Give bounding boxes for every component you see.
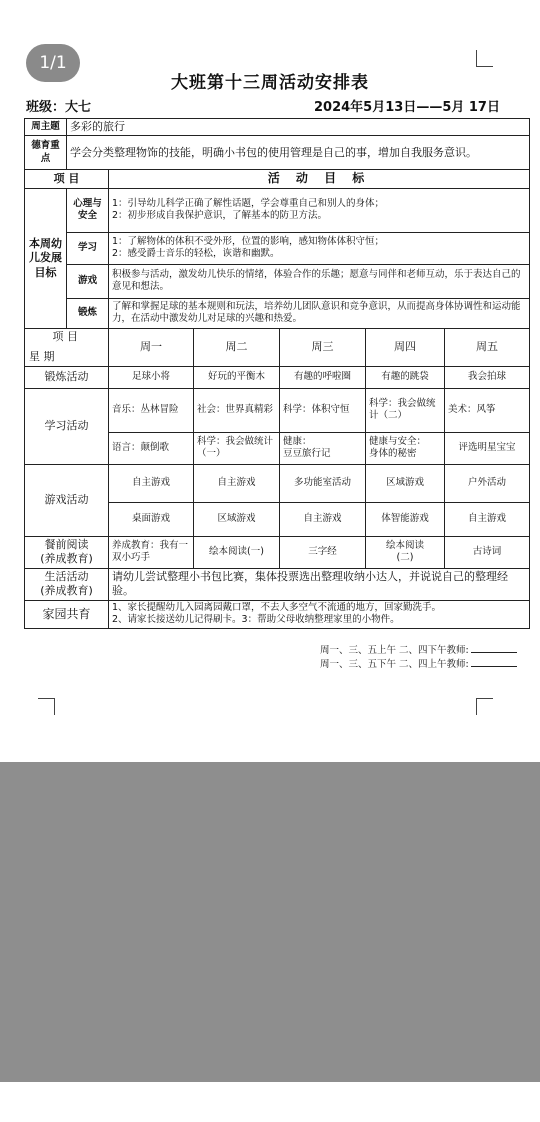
day-header: 周一: [109, 328, 194, 366]
learning-cell: 社会：世界真精彩: [194, 388, 280, 432]
learning-cell: 科学：我会做统计（一）: [194, 432, 280, 464]
reading-cell: 绘本阅读(一): [194, 536, 280, 568]
crop-mark-top-right: [476, 50, 493, 67]
days-header-row: [25, 328, 530, 366]
learning-cell: 音乐：丛林冒险: [109, 388, 194, 432]
exercise-cell: 足球小将: [109, 366, 194, 388]
learning-cell: 科学：体积守恒: [280, 388, 366, 432]
reading-cell: 绘本阅读 (二): [366, 536, 445, 568]
learning-cell: 美术：风筝: [445, 388, 530, 432]
reading-cell: 养成教育：我有一双小巧手: [109, 536, 194, 568]
moral-row: [25, 136, 530, 170]
game-cell: 体智能游戏: [366, 502, 445, 536]
exercise-cell: 有趣的跳袋: [366, 366, 445, 388]
moral-value: 学会分类整理物饰的技能，明确小书包的使用管理是自己的事，增加自我服务意识。: [67, 136, 530, 170]
teacher-line-2-text: 周一、三、五下午 二、四上午教师:: [320, 659, 469, 670]
goal-text: 了解和掌握足球的基本规则和玩法，培养幼儿团队意识和竞争意识，从而提高身体协调性和运动能力，在活动中激发幼儿对足球的兴趣和热爱。: [109, 298, 530, 328]
day-header: 周三: [280, 328, 366, 366]
viewer-background: [0, 762, 540, 1082]
life-row: [25, 568, 530, 600]
date-range: 2024年5月13日——5月 17日: [314, 100, 500, 115]
game-cell: 自主游戏: [445, 502, 530, 536]
corner-top-label: 项 目: [52, 329, 78, 343]
goal-category: 锻炼: [67, 298, 109, 328]
bottom-bar: [0, 1082, 540, 1122]
game-cell: 自主游戏: [109, 464, 194, 502]
goals-header: 活 动 目 标: [109, 170, 530, 189]
learning-cell: 评选明星宝宝: [445, 432, 530, 464]
day-header: 周二: [194, 328, 280, 366]
reading-row: [25, 536, 530, 568]
page-indicator[interactable]: 1/1: [26, 44, 80, 82]
goal-category: 学习: [67, 232, 109, 264]
game-cell: 桌面游戏: [109, 502, 194, 536]
weekly-plan-table: [24, 118, 530, 629]
learning-row-1: [25, 388, 530, 432]
life-label: 生活活动 (养成教育): [25, 568, 109, 600]
learning-cell: 健康： 豆豆旅行记: [280, 432, 366, 464]
goal-category: 心理与安全: [67, 188, 109, 232]
game-cell: 户外活动: [445, 464, 530, 502]
theme-label: 周主题: [25, 119, 67, 136]
game-cell: 区域游戏: [194, 502, 280, 536]
teacher-line-1: [320, 642, 517, 656]
theme-value: 多彩的旅行: [67, 119, 530, 136]
goal-row: [25, 264, 530, 298]
home-text: 1、家长提醒幼儿入园离园戴口罩，不去人多空气不流通的地方，回家勤洗手。 2、请家长接送幼儿记得刷卡。3：帮助父母收纳整理家里的小物件。: [109, 600, 530, 628]
game-cell: 多功能室活动: [280, 464, 366, 502]
games-row-1: [25, 464, 530, 502]
learning-label: 学习活动: [25, 388, 109, 464]
crop-mark-bottom-left: [38, 698, 55, 715]
signature-blank: [471, 658, 517, 667]
item-label: 项 目: [25, 170, 109, 189]
goals-header-row: [25, 170, 530, 189]
class-label: 班级：大七: [26, 100, 92, 115]
game-cell: 自主游戏: [280, 502, 366, 536]
development-goals-label: 本周幼儿发展目标: [25, 188, 67, 328]
learning-cell: 科学：我会做统计（二）: [366, 388, 445, 432]
game-cell: 区域游戏: [366, 464, 445, 502]
learning-cell: 健康与安全： 身体的秘密: [366, 432, 445, 464]
exercise-cell: 好玩的平衡木: [194, 366, 280, 388]
teacher-line-1-text: 周一、三、五上午 二、四下午教师:: [320, 645, 469, 656]
day-header: 周五: [445, 328, 530, 366]
goal-row: [25, 188, 530, 232]
reading-cell: 三字经: [280, 536, 366, 568]
theme-row: [25, 119, 530, 136]
goal-text: 1：了解物体的体积不受外形，位置的影响，感知物体体积守恒； 2：感受爵士音乐的轻松，诙谐和幽默。: [109, 232, 530, 264]
goal-text: 1：引导幼儿科学正确了解性话题，学会尊重自己和别人的身体； 2：初步形成自我保护意识，了解基本的防卫方法。: [109, 188, 530, 232]
goal-row: [25, 298, 530, 328]
corner-cell: [25, 328, 109, 366]
games-label: 游戏活动: [25, 464, 109, 536]
home-row: [25, 600, 530, 628]
goal-category: 游戏: [67, 264, 109, 298]
game-cell: 自主游戏: [194, 464, 280, 502]
reading-label: 餐前阅读 (养成教育): [25, 536, 109, 568]
corner-bottom-label: 星 期: [29, 349, 55, 363]
exercise-label: 锻炼活动: [25, 366, 109, 388]
teacher-line-2: [320, 656, 517, 670]
exercise-row: [25, 366, 530, 388]
moral-label: 德育重点: [25, 136, 67, 170]
signature-blank: [471, 644, 517, 653]
document-title: 大班第十三周活动安排表: [171, 73, 369, 93]
crop-mark-bottom-right: [476, 698, 493, 715]
goal-text: 积极参与活动，激发幼儿快乐的情绪，体验合作的乐趣；愿意与同伴和老师互动，乐于表达自己的意见和想法。: [109, 264, 530, 298]
day-header: 周四: [366, 328, 445, 366]
reading-cell: 古诗词: [445, 536, 530, 568]
exercise-cell: 有趣的呼啦圈: [280, 366, 366, 388]
exercise-cell: 我会拍球: [445, 366, 530, 388]
life-text: 请幼儿尝试整理小书包比赛，集体投票选出整理收纳小达人，并说说自己的整理经验。: [109, 568, 530, 600]
home-label: 家园共育: [25, 600, 109, 628]
goal-row: [25, 232, 530, 264]
learning-cell: 语言：颠倒歌: [109, 432, 194, 464]
